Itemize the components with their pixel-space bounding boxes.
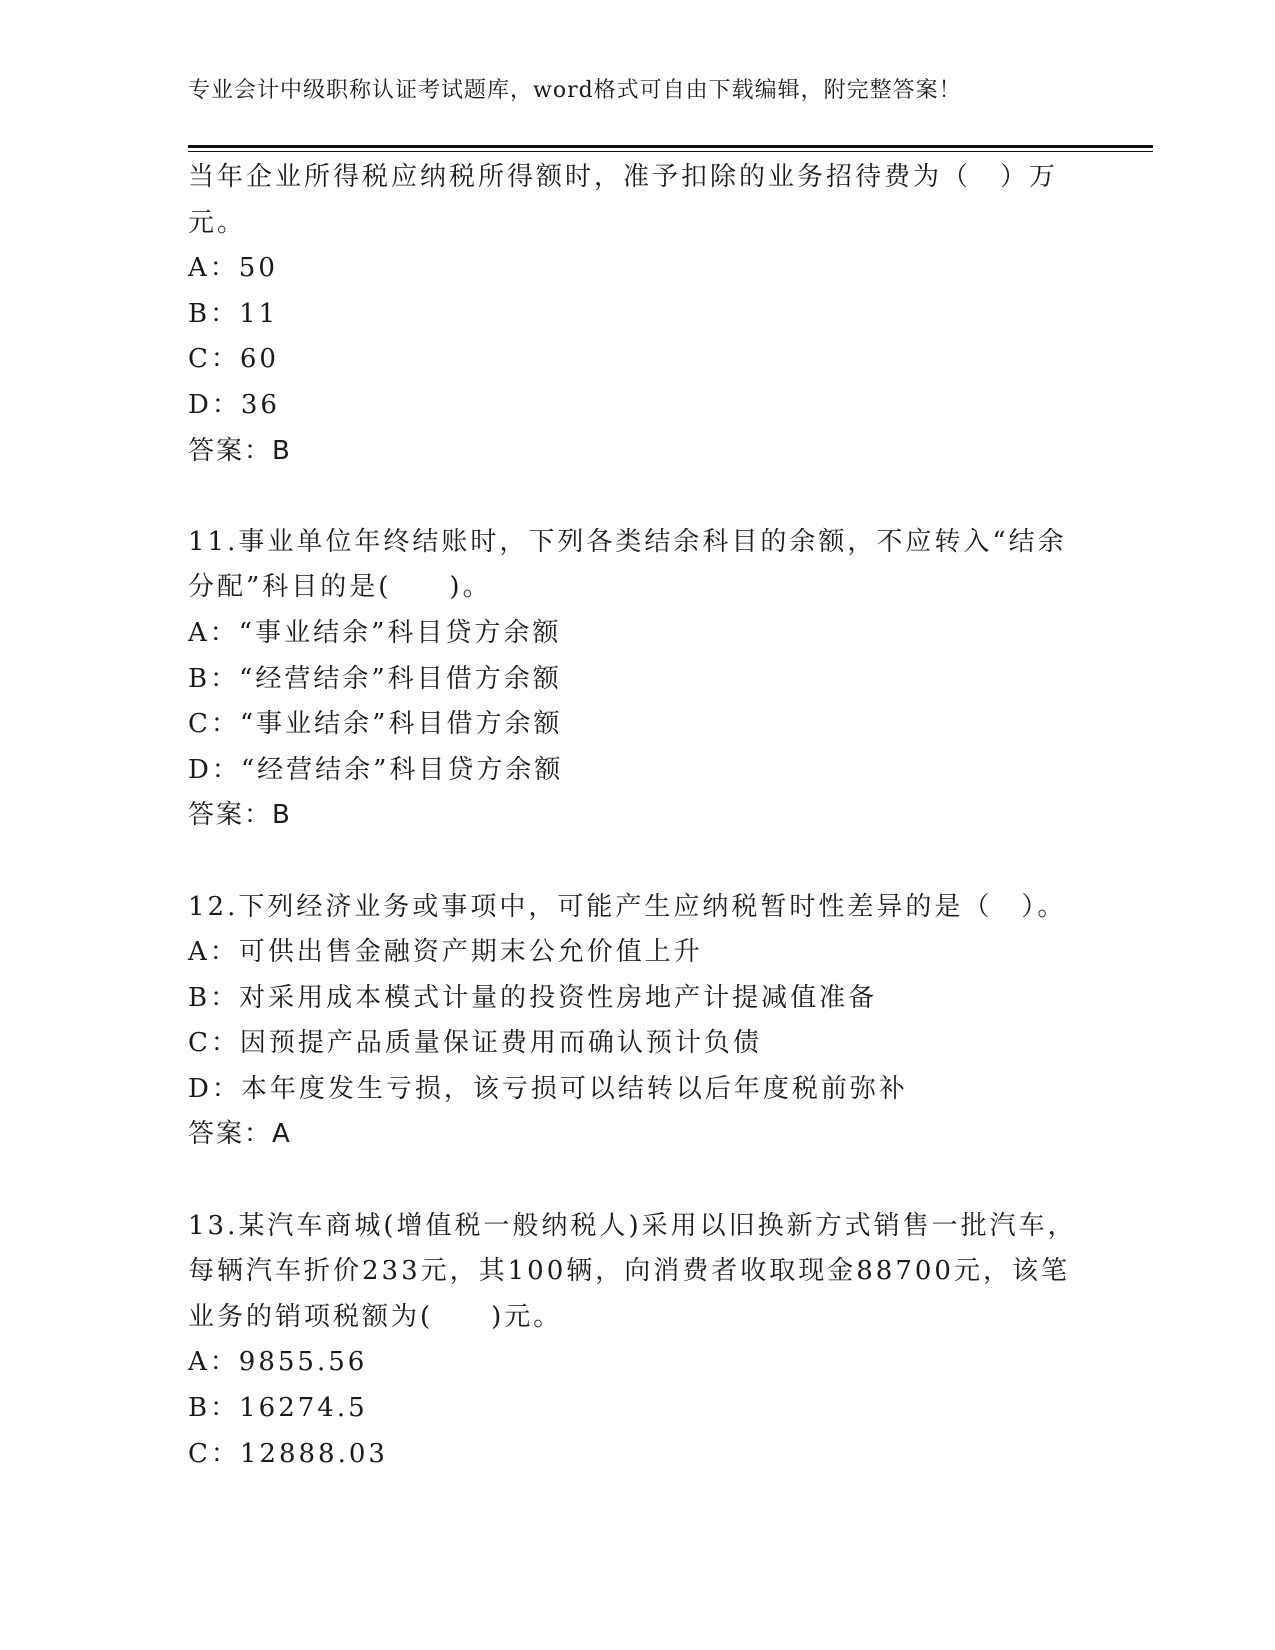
question-11 — [188, 520, 1088, 839]
option-c: C：“事业结余”科目借方余额 — [188, 709, 563, 740]
question-stem-line: 业务的销项税额为( )元。 — [188, 1301, 563, 1332]
question-content — [188, 155, 1088, 1477]
option-a: A：50 — [188, 253, 278, 284]
question-10 — [188, 155, 1088, 474]
option-b: B：16274.5 — [188, 1393, 368, 1424]
question-stem-line: 11.事业单位年终结账时，下列各类结余科目的余额，不应转入“结余 — [188, 526, 1067, 557]
option-a: A：可供出售金融资产期末公允价值上升 — [188, 937, 703, 968]
question-13 — [188, 1204, 1088, 1478]
header-rule-thin — [188, 151, 1153, 152]
question-stem-line: 每辆汽车折价233元，其100辆，向消费者收取现金88700元，该笔 — [188, 1256, 1070, 1287]
answer-line: 答案：A — [188, 1119, 292, 1150]
option-b: B：11 — [188, 298, 279, 329]
header-rule-thick — [188, 145, 1153, 148]
option-a: A：9855.56 — [188, 1347, 368, 1378]
question-stem-line: 分配”科目的是( )。 — [188, 572, 492, 603]
option-b: B：对采用成本模式计量的投资性房地产计提减值准备 — [188, 982, 878, 1013]
answer-line: 答案：B — [188, 435, 292, 466]
spacer — [188, 1158, 1088, 1204]
option-d: D：“经营结余”科目贷方余额 — [188, 754, 564, 785]
option-a: A：“事业结余”科目贷方余额 — [188, 617, 562, 648]
option-c: C：因预提产品质量保证费用而确认预计负债 — [188, 1028, 762, 1059]
option-d: D：36 — [188, 389, 280, 420]
spacer — [188, 474, 1088, 520]
question-stem-line: 当年企业所得税应纳税所得额时，准予扣除的业务招待费为（ ）万 — [188, 162, 1059, 192]
question-12 — [188, 885, 1088, 1159]
question-stem-line: 元。 — [188, 207, 247, 238]
option-c: C：12888.03 — [188, 1438, 388, 1469]
question-stem-line: 12.下列经济业务或事项中，可能产生应纳税暂时性差异的是（ ）。 — [188, 891, 1067, 922]
option-c: C：60 — [188, 344, 279, 375]
option-d: D：本年度发生亏损，该亏损可以结转以后年度税前弥补 — [188, 1073, 908, 1104]
spacer — [188, 839, 1088, 885]
page-header: 专业会计中级职称认证考试题库，word格式可自由下载编辑，附完整答案！ — [188, 78, 962, 103]
option-b: B：“经营结余”科目借方余额 — [188, 663, 562, 694]
answer-line: 答案：B — [188, 800, 292, 831]
question-stem-line: 13.某汽车商城(增值税一般纳税人)采用以旧换新方式销售一批汽车， — [188, 1210, 1077, 1241]
